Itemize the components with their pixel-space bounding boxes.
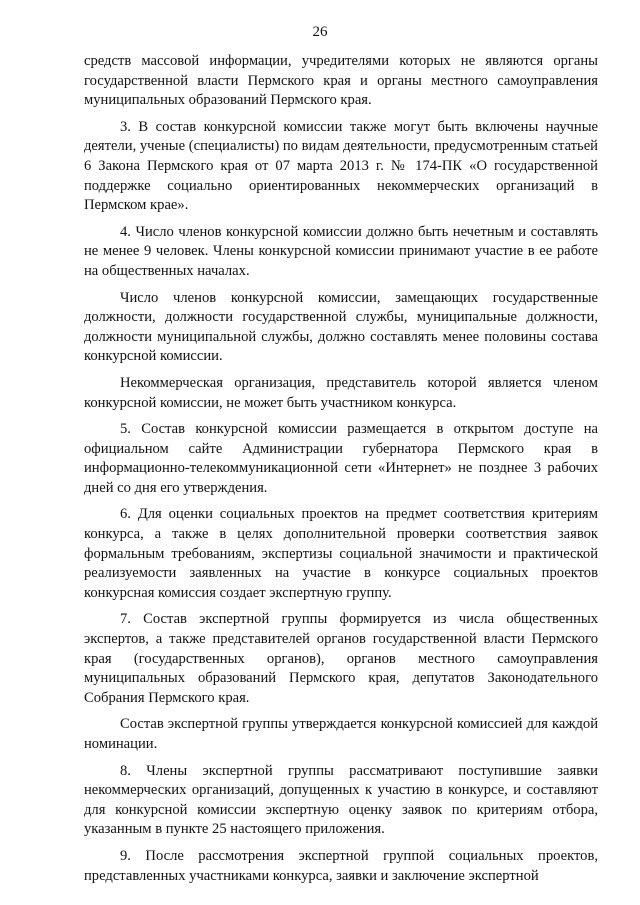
paragraph-item-5: 5. Состав конкурсной комиссии размещается в открытом доступе на официальном сайте Администрации губернатора Пермского края в информационно-телекоммуникационной сети «Интернет» не позднее 3 рабочих дней со дня его утверждения. xyxy=(84,421,598,496)
paragraph-continuation: средств массовой информации, учредителями которых не являются органы государственной власти Пермского края и органы местного самоуправления муниципальных образований Пермского края. xyxy=(84,53,598,109)
paragraph-item-4-organization: Некоммерческая организация, представитель которой является членом конкурсной комиссии, не может быть участником конкурса. xyxy=(84,374,598,411)
paragraph-item-4: 4. Число членов конкурсной комиссии должно быть нечетным и составлять не менее 9 человек. Члены конкурсной комиссии принимают участие в ее работе на общественных началах. xyxy=(84,223,598,279)
paragraph-item-6: 6. Для оценки социальных проектов на предмет соответствия критериям конкурса, а также в целях дополнительной проверки соответствия заявок формальным требованиям, экспертизы социальной значимости и практической реализуемости заявленных на участие в конкурсе социальных проектов конкурсная комиссия создает экспертную группу. xyxy=(84,506,598,601)
paragraph-item-8: 8. Члены экспертной группы рассматривают поступившие заявки некоммерческих организаций, допущенных к участию в конкурсе, и составляют для конкурсной комиссии экспертную оценку заявок по критериям отбора, указанным в пункте 25 настоящего приложения. xyxy=(84,762,598,838)
page-number: 26 xyxy=(312,24,328,40)
paragraph-item-3: 3. В состав конкурсной комиссии также могут быть включены научные деятели, ученые (специалисты) по видам деятельности, предусмотренным статьей 6 Закона Пермского края от 07 марта 2013 г. № 174-ПК «О государственной поддержке социально ориентированных некоммерческих организаций в Пермском крае». xyxy=(84,118,598,214)
paragraph-item-9: 9. После рассмотрения экспертной группой социальных проектов, представленных участниками конкурса, заявки и заключение экспертной xyxy=(84,847,598,884)
paragraph-item-4-members: Число членов конкурсной комиссии, замещающих государственные должности, должности государственной службы, муниципальные должности, должности муниципальной службы, должно составлять менее половины состава конкурсной комиссии. xyxy=(84,289,598,365)
paragraph-item-7-approval: Состав экспертной группы утверждается конкурсной комиссией для каждой номинации. xyxy=(84,716,598,752)
document-body xyxy=(84,52,598,888)
paragraph-item-7: 7. Состав экспертной группы формируется из числа общественных экспертов, а также представителей органов государственной власти Пермского края (государственных органов), органов местного самоуправления муниципальных образований Пермского края, депутатов Законодательного Собрания Пермского края. xyxy=(84,611,598,706)
